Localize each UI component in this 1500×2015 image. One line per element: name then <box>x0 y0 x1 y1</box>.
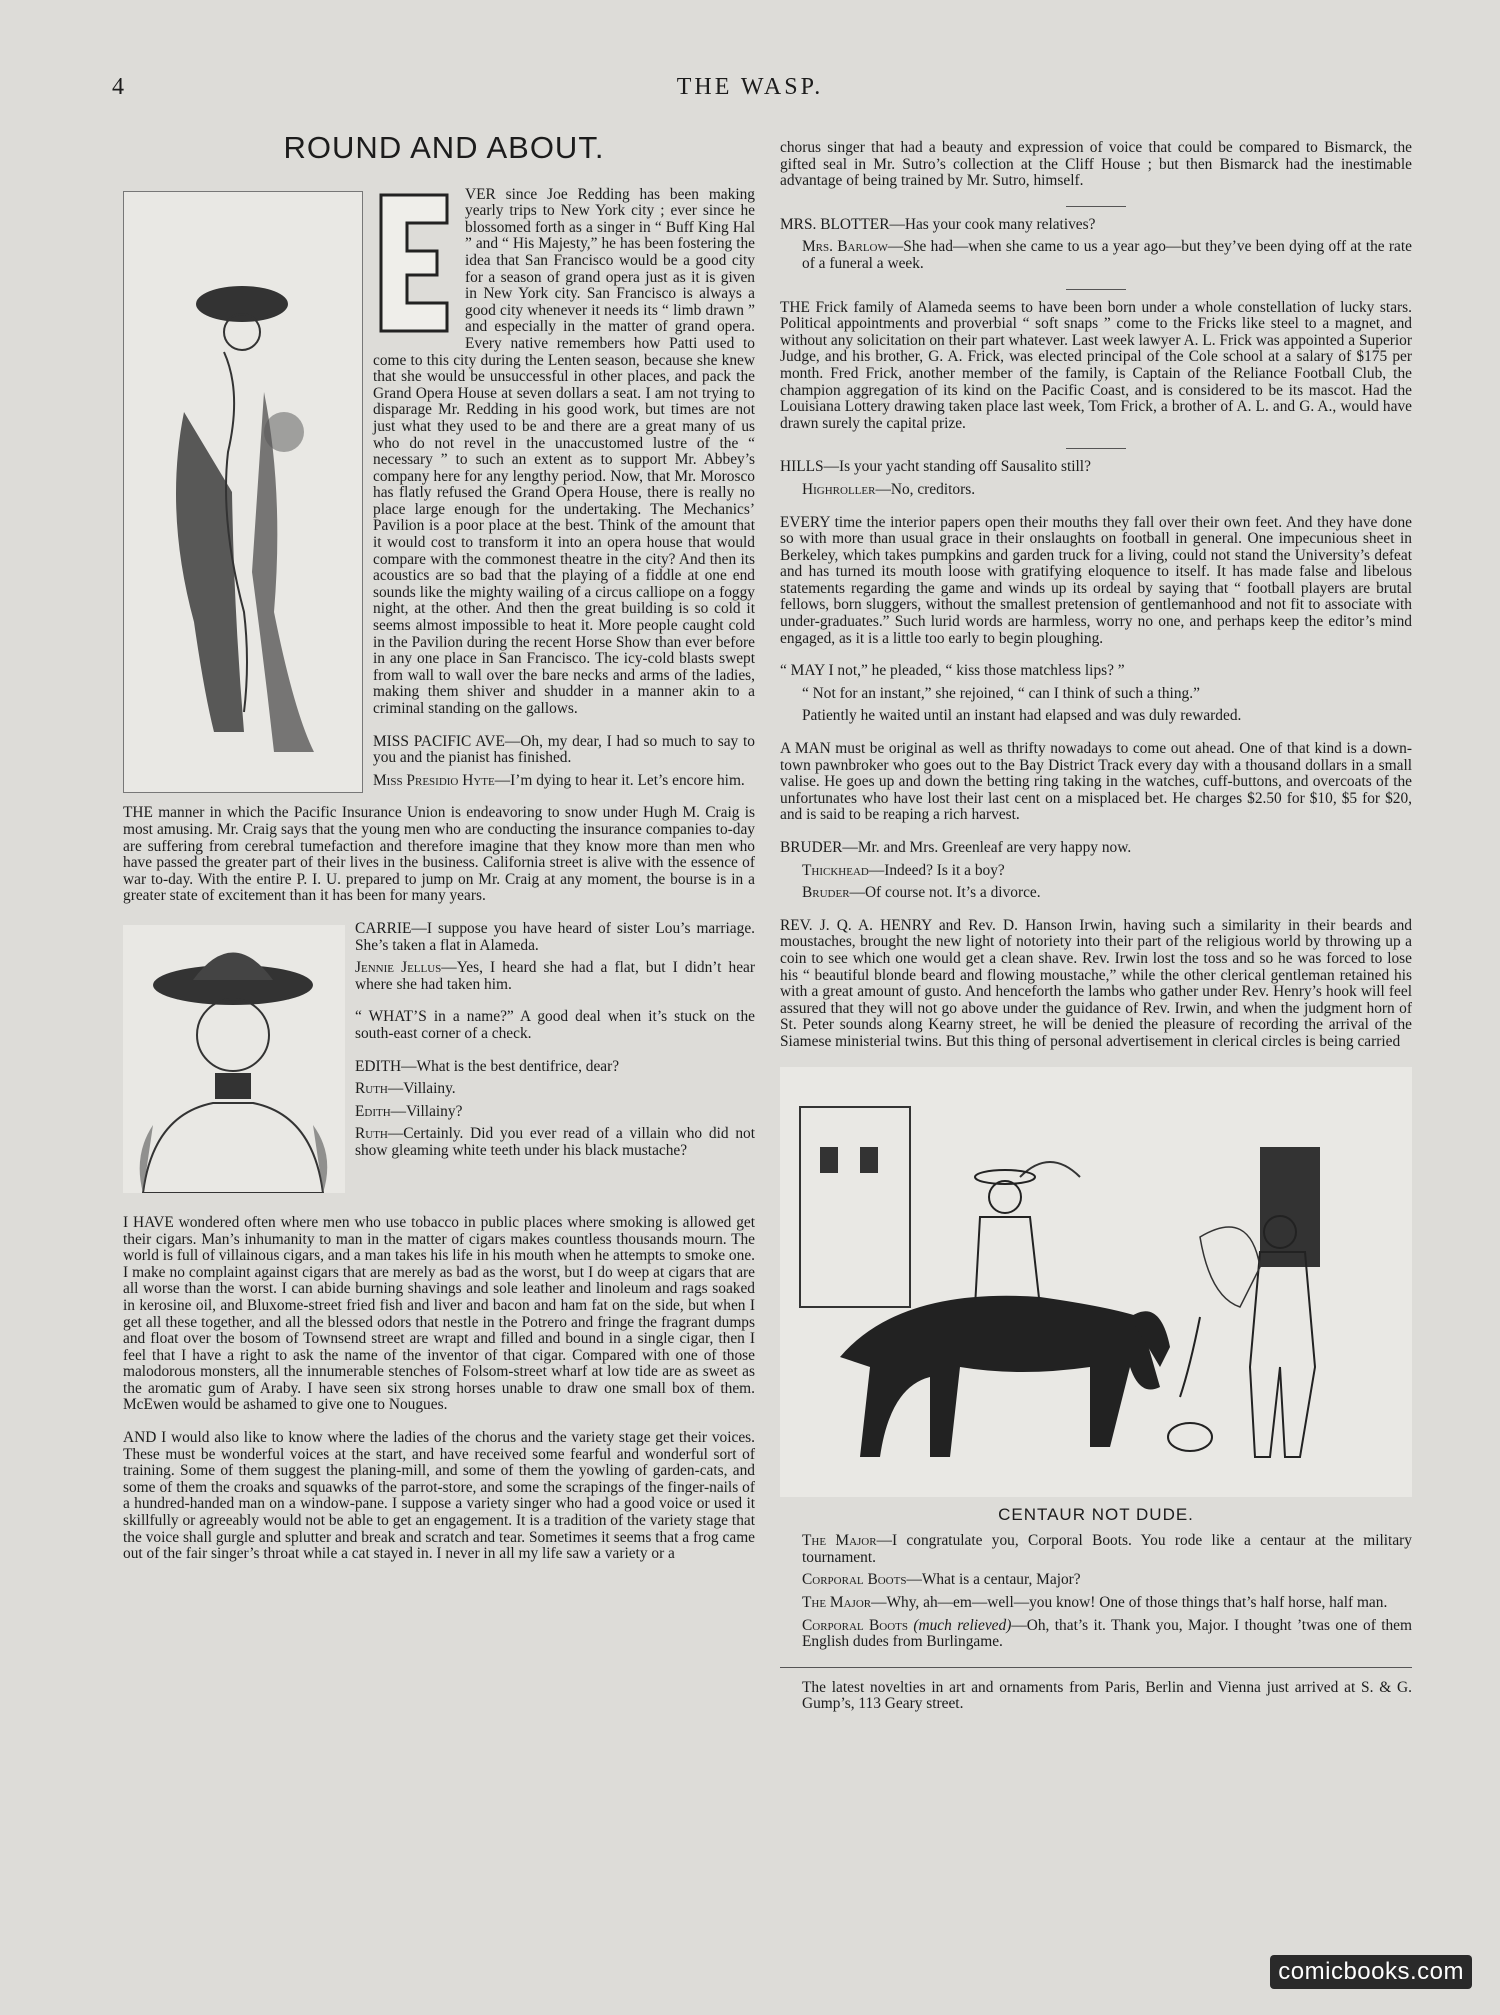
gump-advertisement: The latest novelties in art and ornaments from Paris, Berlin and Vienna just arrived at S. & G. Gump’s, 113 Geary street. <box>802 1678 1412 1713</box>
right-column <box>780 140 1412 1729</box>
divider <box>1066 289 1126 290</box>
lady-with-cape-illustration <box>123 191 363 793</box>
lady-section: CARRIE—I suppose you have heard of sister Lou’s marriage. She’s taken a flat in Alameda. Jennie Jellus—Yes, I heard she had a flat, but I didn’t hear where she had taken him. “ WHAT’S in a name?” A good deal when it’s stuck on the south-east corner of a check. EDITH—What is the best dentifrice, dear? Ruth—Villainy. Edith—Villainy? Ruth—Certainly. Did you ever read of a villain who did not show gleaming white teeth under his black mustache? <box>123 921 755 1199</box>
dialogue-hills: HILLS—Is your yacht standing off Sausalito still? Highroller—No, creditors. <box>780 458 1091 498</box>
dialogue-bruder: BRUDER—Mr. and Mrs. Greenleaf are very happy now. Thickhead—Indeed? Is it a boy? Bruder—Of course not. It’s a divorce. <box>780 839 1132 902</box>
watermark-logo: comicbooks.com <box>1270 1955 1472 1989</box>
running-head: THE WASP. <box>676 74 824 100</box>
dialogue-blotter: MRS. BLOTTER—Has your cook many relatives? Mrs. Barlow—She had—when she came to us a year ago—but they’ve been dying off at the rate of a funeral a week. <box>780 215 1412 272</box>
left-column <box>123 130 755 1579</box>
page-number: 4 <box>112 74 124 100</box>
cigars-article: I HAVE wondered often where men who use tobacco in public places where smoking is allowed get their cigars. Man’s inhumanity to man in the matter of cigars makes countless thousands mourn. The world is full of villainous cigars, and a man takes his life in his mouth when he attempts to smoke one. I make no complaint against cigars that are merely as bad as the worst, but I do weep at cigars that are all worse than the worst. I can abide burning shavings and sole leather and linoleum and rags soaked in kerosine oil, and Bluxome-street fried fish and liver and bacon and ham fat on the side, but when I get all these together, and all the blessed odors that nestle in the Potrero and fringe the fragrant dumps and float over the bosom of Townsend street are wrapt and filled and bound in a single cigar, then I feel that I have a right to ask the name of the inventor of that cigar. Compared with one of those malodorous monsters, all the innumerable stenches of Folsom-street wharf at low tide are as sweet as the aromatic gum of Araby. I have seen six strong horses unable to draw one small box of them. McEwen would be ashamed to give one to Nougues. <box>123 1213 755 1414</box>
chorus-continued: chorus singer that had a beauty and expression of voice that could be compared to Bismarck, the gifted seal in Mr. Sutro’s collection at the Cliff House ; but then Bismarck had the inestimable advantage of being trained by Mr. Sutro, himself. <box>780 139 1412 190</box>
name-quip: “ WHAT’S in a name?” A good deal when it’s stuck on the south-east corner of a check. <box>355 1008 755 1042</box>
centaur-cartoon-illustration <box>780 1067 1412 1497</box>
divider <box>1066 448 1126 449</box>
divider <box>1066 206 1126 207</box>
opera-article <box>123 187 755 718</box>
frick-article: THE Frick family of Alameda seems to have been born under a whole constellation of lucky stars. Political appointments and proverbial “ soft snaps ” come to the Fricks like steel to a magnet, and without any solicitation on their part whatever. Last week lawyer A. L. Frick was appointed a Superior Judge, and his brother, G. A. Frick, was elected principal of the Cole school at a salary of $175 per month. Fred Frick, another member of the family, is Captain of the Reliance Football Club, the champion aggregation of its kind on the Pacific Coast, and is considered to be its mascot. Had the Louisiana Lottery drawing taken place last week, Tom Frick, a brother of A. L. and G. A., would have drawn surely the capital prize. <box>780 298 1412 432</box>
cartoon-caption: CENTAUR NOT DUDE. <box>998 1504 1194 1524</box>
dialogue-major: The Major—I congratulate you, Corporal Boots. You rode like a centaur at the military tournament. Corporal Boots—What is a centaur, Major? The Major—Why, ah—em—well—you know! One of those things that’s half horse, half man. Corporal Boots (much relieved)—Oh, that’s it. Thank you, Major. I thought ’twas one of them English dudes from Burlingame. <box>802 1532 1412 1651</box>
chorus-article: AND I would also like to know where the ladies of the chorus and the variety stage get their voices. These must be wonderful voices at the start, and have received some fearful and wonderful sort of training. Some of them suggest the planing-mill, and some of them the yowling of garden-cats, and some of them the croaks and squawks of the parrot-store, and some the scrapings of the finger-nails of a hundred-handed man on a window-pane. I suppose a variety singer who had a good voice or used it skillfully or agreeably would not be able to get an engagement. It is a tradition of the variety stage that the voice shall gurgle and splutter and break and scratch and tear. Sometimes it seems that a frog came out of the fair singer’s throat while a cat stayed in. I never in all my life saw a variety or a <box>123 1429 755 1563</box>
insurance-article: THE manner in which the Pacific Insurance Union is endeavoring to snow under Hugh M. Craig is most amusing. Mr. Craig says that the young men who are conducting the insurance companies to-day are suffering from cerebral tumefaction and therefore imagine that they know more than men who have passed the greater part of their lives in the business. California street is alive with the essence of war to-day. With the entire P. I. U. prepared to jump on Mr. Craig at any moment, the bourse is in a greater state of excitement than it has been for many years. <box>123 804 755 905</box>
footer-divider <box>780 1667 1412 1668</box>
section-headline: ROUND AND ABOUT. <box>283 130 605 165</box>
lady-in-hat-illustration <box>123 925 345 1193</box>
dropcap-e <box>373 187 455 339</box>
football-article: EVERY time the interior papers open their mouths they fall over their own feet. And they have done so with more than usual grace in their onslaughts on football in general. One impecunious sheet in Berkeley, which takes pumpkins and garden truck for a living, could not stand the University’s defeat and has turned its mouth loose with gratifying eloquence to itself. It has made false and libelous statements regarding the game and winds up its ordeal by saying that “ football players are brutal fellows, born sluggers, without the smallest pretension of gentlemanhood and not fit to associate with under-graduates.” Such lurid words are harmless, worry no one, and perhaps keep the editor’s mind engaged, as it is a little too early to begin ploughing. <box>780 513 1412 647</box>
dialogue-pacific: MISS PACIFIC AVE—Oh, my dear, I had so much to say to you and the pianist has finished. Miss Presidio Hyte—I’m dying to hear it. Let’s encore him. <box>373 732 755 789</box>
henry-article: REV. J. Q. A. HENRY and Rev. D. Hanson Irwin, having such a similarity in their beards and moustaches, brought the new light of notoriety into their part of the religious world by throwing up a coin to see which one would get a clean shave. Rev. Irwin lost the toss and so he was forced to lose his “ beautiful blonde beard and flowing moustache,” while the other clerical gentleman retained his with a great amount of gusto. And henceforth the lambs who gather under Rev. Henry’s hook will feel assured that they will not go above under the guidance of Rev. Irwin, and when the judgment horn of St. Peter sounds along Kearny street, he will be denied the pleasure of recording the arrival of the Siamese ministerial twins. But this thing of personal advertisement in clerical circles is being carried <box>780 916 1412 1050</box>
kiss-quip: “ MAY I not,” he pleaded, “ kiss those matchless lips? ” “ Not for an instant,” she rejoined, “ can I think of such a thing.” Patiently he waited until an instant had elapsed and was duly rewarded. <box>780 662 1242 725</box>
pawnbroker-article: A MAN must be original as well as thrifty nowadays to come out ahead. One of that kind is a down-town pawnbroker who goes out to the Bay District Track every day with a thousand dollars in a small valise. He goes up and down the betting ring taking in the watches, cuff-buttons, and overcoats of the unfortunates who have lost their last cent on a misplaced bet. He charges $2.50 for $10, $5 for $20, and is said to be reaping a rich harvest. <box>780 740 1412 824</box>
opera-article-text: VER since Joe Redding has been making yearly trips to New York city ; ever since he blossomed forth as a singer in “ Buff King Hal ” and “ His Majesty,” he has been fostering the idea that San Francisco would be a good city for a season of grand opera just as it is given in New York city. San Francisco is always a good city whenever it needs its “ limb drawn ” and especially in the matter of grand opera. Every native remembers how Patti used to come to this city during the Lenten season, because she knew that she would be unsuccessful in other places, and pack the Grand Opera House at seven dollars a seat. I am not trying to disparage Mr. Redding in his good work, but times are not just what they used to be and there are a great many of us who do not revel in the unaccustomed lustre of the “ necessary ” to such an extent as to support Mr. Abbey’s company here for any lengthy period. Now, that Mr. Morosco has flatly refused the Grand Opera House, there is really no place large enough for the undertaking. The Mechanics’ Pavilion is a poor place at the best. Think of the amount that it would cost to transform it into an opera house that would compare with the commonest theatre in the city? And then its acoustics are so bad that the playing of a fiddle at one end sounds like the mighty wailing of a circus calliope on a foggy night, at the other. And then the great building is so cold it seems almost impossible to heat it. More people caught cold in the Pavilion during the recent Horse Show than ever before in any one place in San Francisco. The icy-cold blasts swept from wall to wall over the bare necks and arms of the ladies, making them shiver and shudder in a manner akin to a criminal standing on the gallows. <box>373 185 755 717</box>
